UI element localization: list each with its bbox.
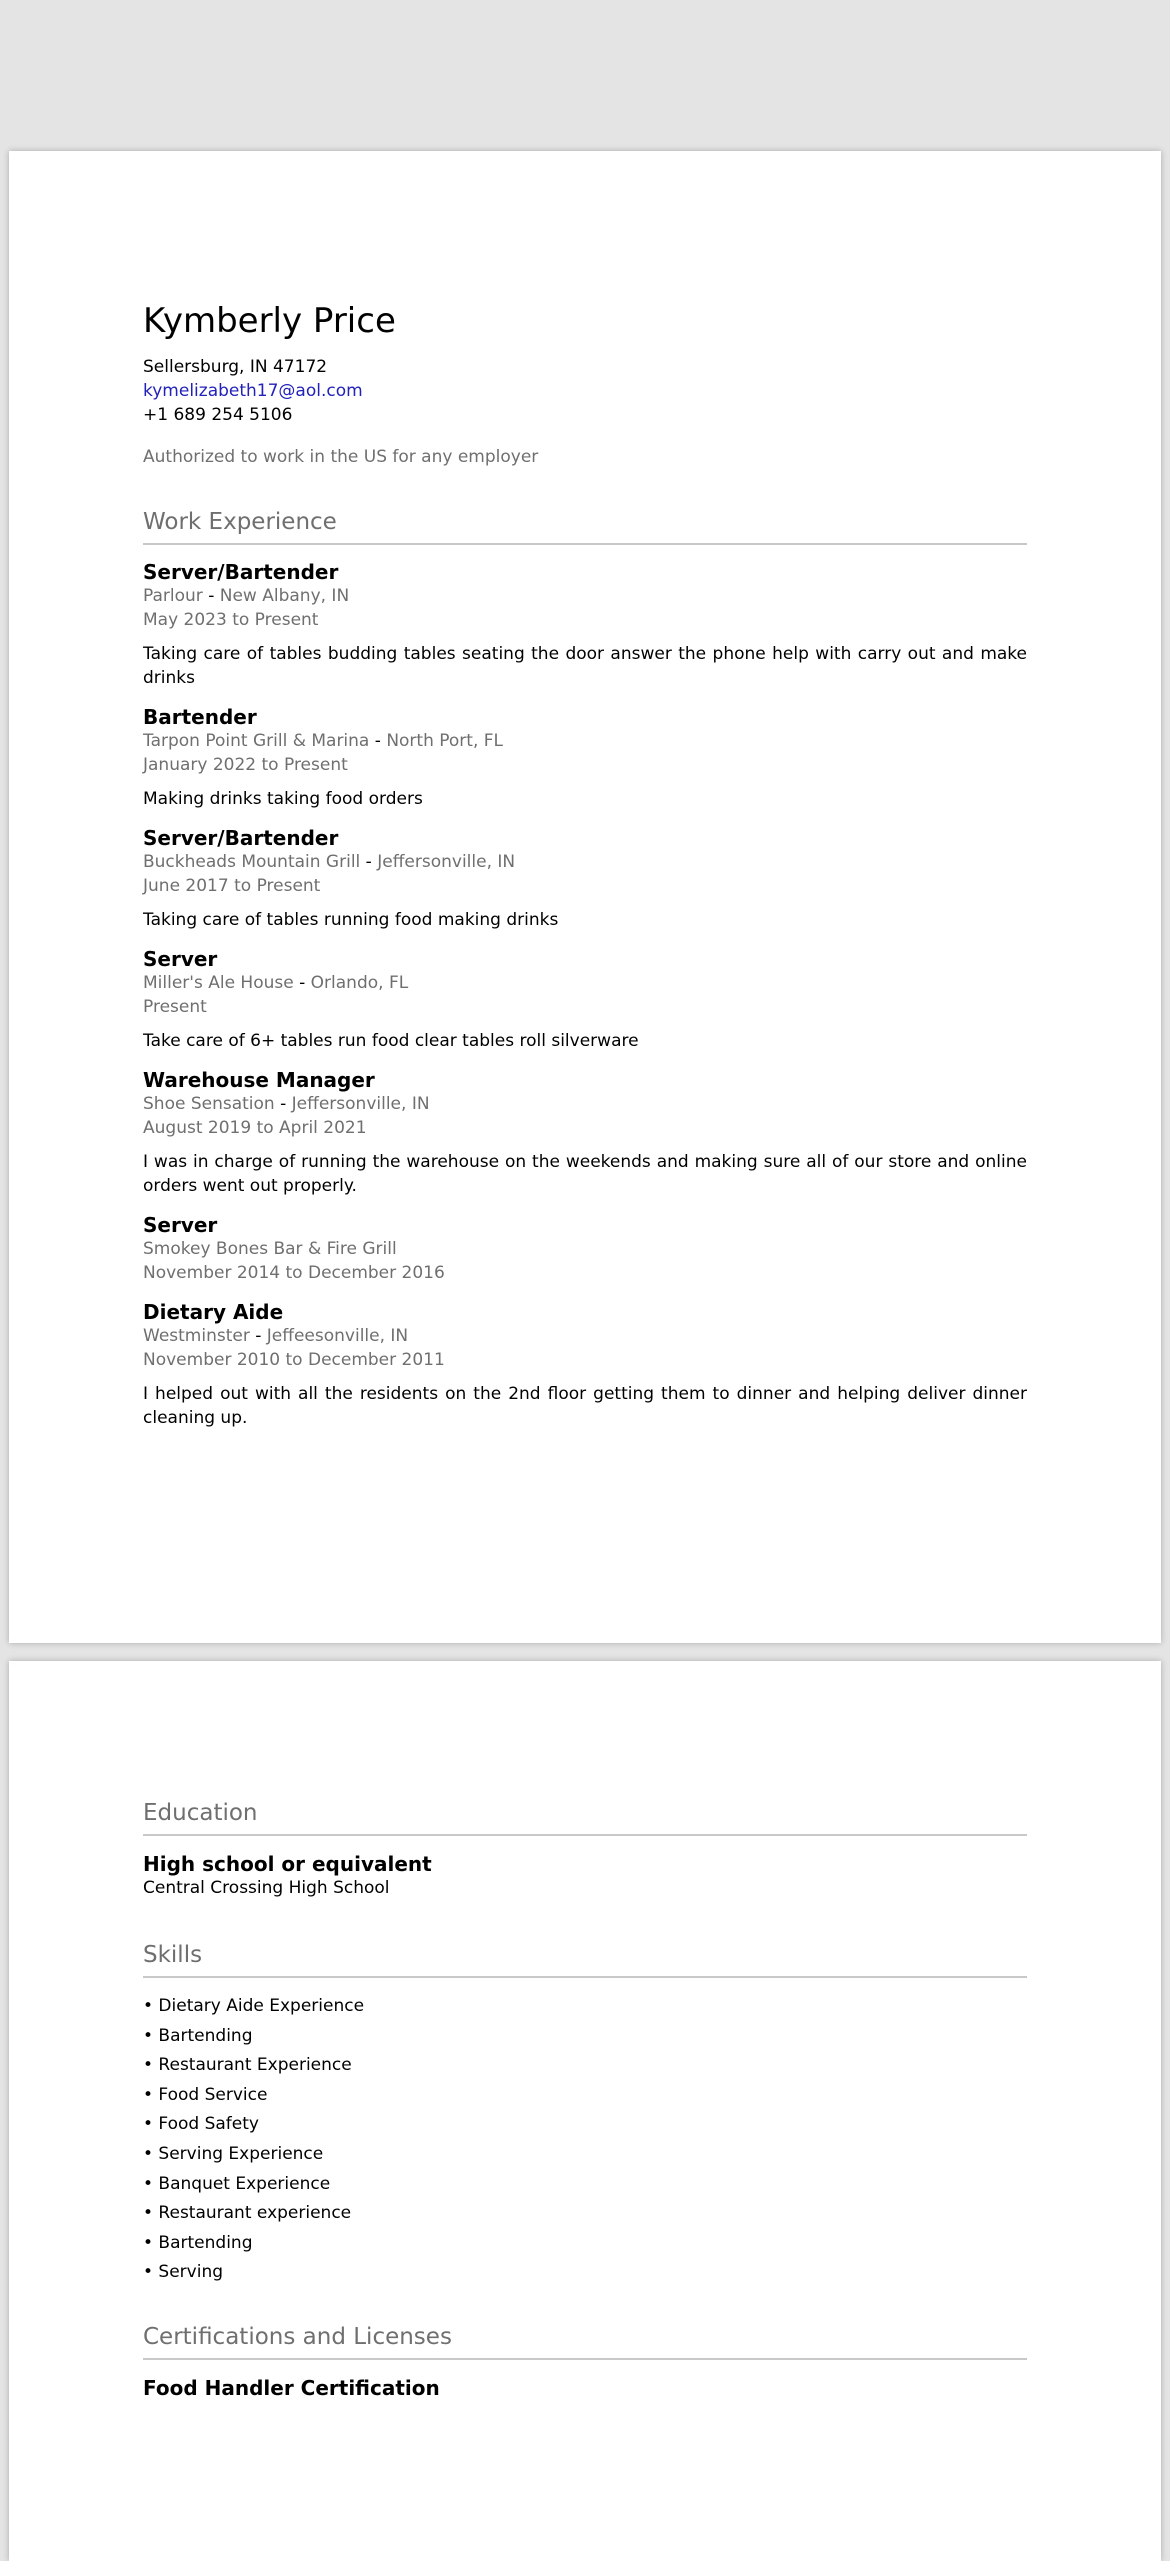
skill-item: • Bartending — [143, 2232, 253, 2253]
resume-page-2 — [9, 1661, 1161, 2561]
education-heading: Education — [143, 1798, 1027, 1836]
page-2-content — [143, 1798, 1027, 2400]
skill-item: • Serving Experience — [143, 2143, 324, 2164]
job-location: Orlando, FL — [310, 973, 409, 993]
phone-text: +1 689 254 5106 — [143, 405, 293, 425]
job-dates: June 2017 to Present — [143, 876, 321, 896]
certification-item: Food Handler Certification — [143, 2375, 440, 2400]
job-company: Tarpon Point Grill & Marina — [143, 731, 370, 751]
job-title: Bartender — [143, 705, 257, 729]
job-title: Server/Bartender — [143, 826, 339, 850]
job-company-line — [143, 584, 1027, 608]
job-dates: November 2014 to December 2016 — [143, 1263, 445, 1283]
job-location: Jeffersonville, IN — [291, 1094, 430, 1114]
job-entry — [143, 1068, 1027, 1198]
job-description: I was in charge of running the warehouse on the weekends and making sure all of our store and online orders went out properly. — [143, 1152, 1027, 1196]
skills-list — [143, 1992, 1027, 2288]
job-entry — [143, 947, 1027, 1053]
job-location: North Port, FL — [386, 731, 504, 751]
skill-item: • Restaurant Experience — [143, 2055, 352, 2076]
education-section — [143, 1798, 1027, 1900]
company-location-separator: - — [255, 1326, 262, 1346]
job-dates: November 2010 to December 2011 — [143, 1350, 445, 1370]
job-description: Taking care of tables budding tables seating the door answer the phone help with carry out and make drinks — [143, 644, 1027, 688]
company-location-separator: - — [280, 1094, 287, 1114]
job-title: Server — [143, 1213, 218, 1237]
job-entry — [143, 1213, 1027, 1285]
job-title: Server/Bartender — [143, 560, 339, 584]
company-location-separator: - — [208, 586, 215, 606]
job-dates: January 2022 to Present — [143, 755, 348, 775]
skills-section — [143, 1940, 1027, 2288]
location-text: Sellersburg, IN 47172 — [143, 357, 328, 377]
job-entry — [143, 1300, 1027, 1430]
company-location-separator: - — [299, 973, 306, 993]
job-location: New Albany, IN — [219, 586, 350, 606]
job-location: Jeffersonville, IN — [377, 852, 516, 872]
job-dates: August 2019 to April 2021 — [143, 1118, 367, 1138]
job-description: Taking care of tables running food making drinks — [143, 910, 559, 930]
work-experience-section — [143, 507, 1027, 1430]
job-company-line — [143, 1237, 1027, 1261]
skills-heading: Skills — [143, 1940, 1027, 1978]
skill-item: • Banquet Experience — [143, 2173, 331, 2194]
certifications-section — [143, 2322, 1027, 2400]
resume-page-1 — [9, 151, 1161, 1643]
skill-item: • Restaurant experience — [143, 2203, 352, 2224]
company-location-separator: - — [374, 731, 381, 751]
page-1-content — [143, 301, 1027, 1430]
job-company: Parlour — [143, 586, 203, 606]
job-company-line — [143, 971, 1027, 995]
job-location: Jeffeesonville, IN — [266, 1326, 409, 1346]
job-description: Making drinks taking food orders — [143, 789, 423, 809]
job-company-line — [143, 729, 1027, 753]
email-link[interactable]: kymelizabeth17@aol.com — [143, 381, 363, 401]
job-title: Server — [143, 947, 218, 971]
job-dates: May 2023 to Present — [143, 610, 319, 630]
job-entry — [143, 826, 1027, 932]
job-company-line — [143, 850, 1027, 874]
work-authorization-text: Authorized to work in the US for any employer — [143, 447, 539, 467]
education-school: Central Crossing High School — [143, 1878, 390, 1898]
candidate-name: Kymberly Price — [143, 301, 396, 341]
work-experience-heading: Work Experience — [143, 507, 1027, 545]
job-company: Westminster — [143, 1326, 250, 1346]
job-company-line — [143, 1324, 1027, 1348]
job-description: I helped out with all the residents on the 2nd floor getting them to dinner and helping deliver dinner cleaning up. — [143, 1384, 1027, 1428]
job-company: Smokey Bones Bar & Fire Grill — [143, 1239, 397, 1259]
job-title: Dietary Aide — [143, 1300, 284, 1324]
job-entry — [143, 705, 1027, 811]
job-company-line — [143, 1092, 1027, 1116]
skill-item: • Bartending — [143, 2025, 253, 2046]
job-entry — [143, 560, 1027, 690]
job-title: Warehouse Manager — [143, 1068, 375, 1092]
education-degree: High school or equivalent — [143, 1852, 432, 1876]
job-company: Buckheads Mountain Grill — [143, 852, 361, 872]
skill-item: • Food Service — [143, 2084, 268, 2105]
certifications-heading: Certifications and Licenses — [143, 2322, 1027, 2360]
company-location-separator: - — [365, 852, 372, 872]
skill-item: • Serving — [143, 2262, 224, 2283]
job-description: Take care of 6+ tables run food clear tables roll silverware — [143, 1031, 639, 1051]
job-company: Shoe Sensation — [143, 1094, 275, 1114]
job-company: Miller's Ale House — [143, 973, 294, 993]
skill-item: • Dietary Aide Experience — [143, 1996, 365, 2016]
skill-item: • Food Safety — [143, 2114, 259, 2135]
job-dates: Present — [143, 997, 207, 1017]
